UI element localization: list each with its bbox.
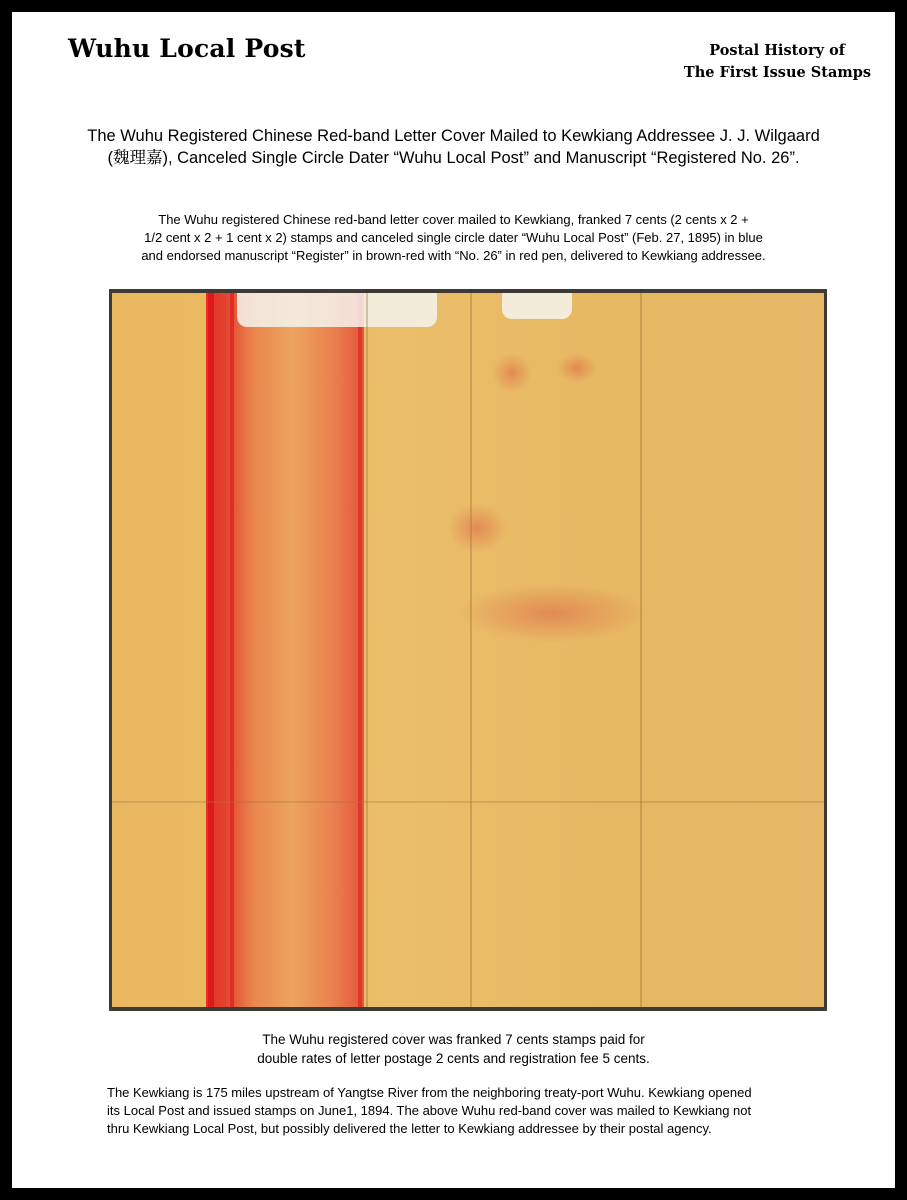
fold-line xyxy=(640,293,642,1007)
cover-image-frame xyxy=(109,289,827,1011)
fold-line xyxy=(112,801,824,803)
red-band-streak xyxy=(358,293,362,1007)
album-page xyxy=(12,12,895,1188)
fold-line xyxy=(470,293,472,1007)
red-stain xyxy=(557,353,597,383)
page-header-title: Wuhu Local Post xyxy=(68,34,306,63)
cover-caption xyxy=(72,1030,835,1068)
red-band-streak xyxy=(208,293,214,1007)
page-header-subtitle xyxy=(611,40,871,84)
caption-line-1: The Wuhu registered cover was franked 7 cents stamps paid for xyxy=(262,1032,645,1047)
exhibit-title-line-2: (魏理嘉), Canceled Single Circle Dater “Wuhu Local Post” and Manuscript “Registered No. 26”. xyxy=(107,149,800,167)
red-stain xyxy=(457,583,647,643)
description-line-2: 1/2 cent x 2 + 1 cent x 2) stamps and canceled single circle dater “Wuhu Local Post” (Feb. 27, 1895) in blue xyxy=(144,230,763,245)
description-line-1: The Wuhu registered Chinese red-band letter cover mailed to Kewkiang, franked 7 cents (2 cents x 2 + xyxy=(158,212,749,227)
subtitle-line-1: Postal History of xyxy=(709,42,845,59)
exhibit-title-line-1: The Wuhu Registered Chinese Red-band Letter Cover Mailed to Kewkiang Addressee J. J. Wilgaard xyxy=(87,127,820,145)
red-band-cover-image xyxy=(112,293,824,1007)
paragraph-line-1: The Kewkiang is 175 miles upstream of Yangtse River from the neighboring treaty-port Wuhu. Kewkiang opened xyxy=(107,1085,752,1100)
description-line-3: and endorsed manuscript “Register” in brown-red with “No. 26” in red pen, delivered to Kewkiang addressee. xyxy=(141,248,766,263)
paper-wear-mark xyxy=(237,293,437,327)
exhibit-title xyxy=(72,125,835,169)
paragraph-line-3: thru Kewkiang Local Post, but possibly delivered the letter to Kewkiang addressee by their postal agency. xyxy=(107,1121,712,1136)
caption-line-2: double rates of letter postage 2 cents and registration fee 5 cents. xyxy=(257,1051,650,1066)
red-stain xyxy=(447,503,507,553)
paragraph-line-2: its Local Post and issued stamps on June1, 1894. The above Wuhu red-band cover was mailed to Kewkiang not xyxy=(107,1103,752,1118)
red-stain xyxy=(492,353,532,393)
fold-line xyxy=(366,293,368,1007)
exhibit-description xyxy=(72,211,835,265)
subtitle-line-2: The First Issue Stamps xyxy=(683,64,871,81)
paper-wear-mark xyxy=(502,293,572,319)
red-band-streak xyxy=(230,293,234,1007)
kewkiang-paragraph xyxy=(107,1084,847,1138)
